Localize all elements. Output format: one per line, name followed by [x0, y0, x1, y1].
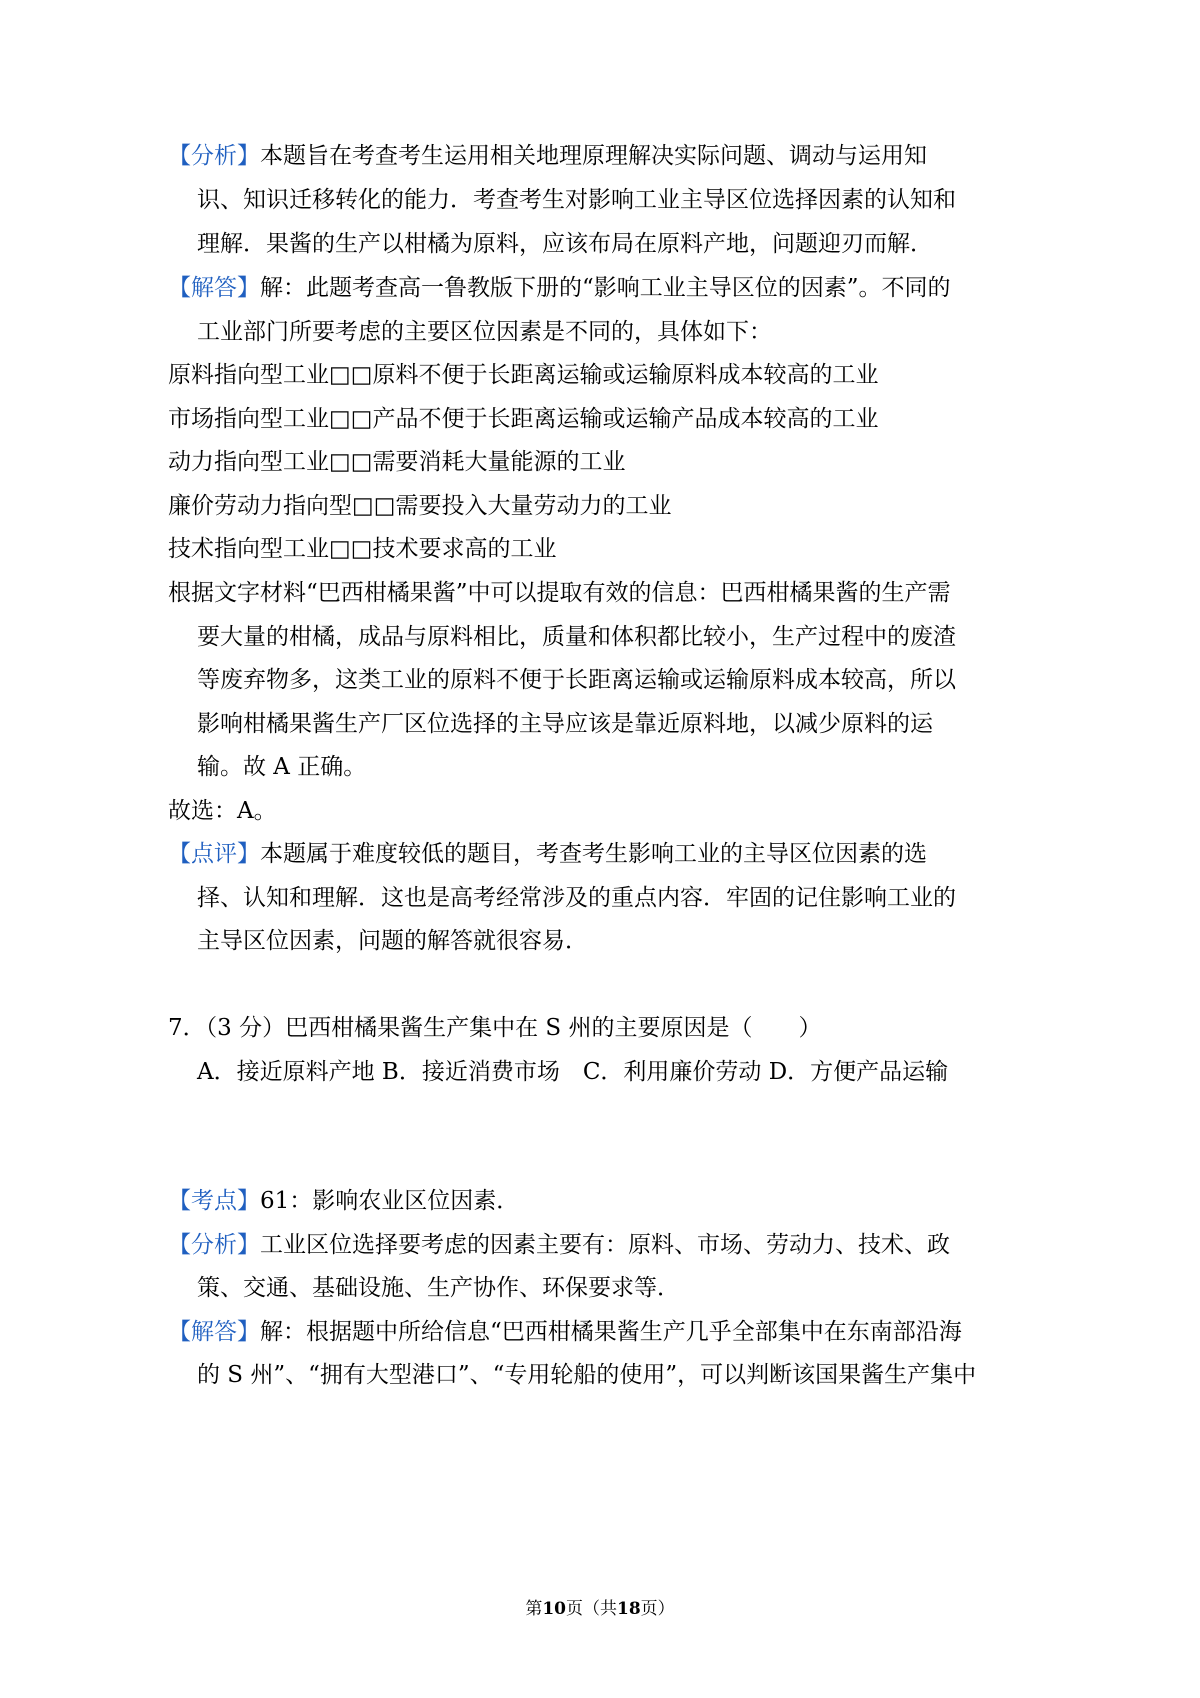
answer2-line-2: 的 S 州”、“拥有大型港口”、“专用轮船的使用”，可以判断该国果酱生产集中 — [197, 1362, 977, 1388]
footer-page-number: 10 — [542, 1599, 566, 1619]
analysis2-text: 工业区位选择要考虑的因素主要有：原料、市场、劳动力、技术、政 — [260, 1232, 950, 1258]
answer-tag: 【解答】 — [168, 275, 260, 301]
answer-line-12: 输。故 A 正确。 — [197, 754, 367, 780]
answer-line-3: 原料指向型工业□□原料不便于长距离运输或运输原料成本较高的工业 — [168, 362, 879, 388]
answer-line-10: 等废弃物多，这类工业的原料不便于长距离运输或运输原料成本较高，所以 — [197, 667, 956, 693]
analysis-tag: 【分析】 — [168, 143, 260, 169]
answer-line-7: 技术指向型工业□□技术要求高的工业 — [168, 536, 557, 562]
footer-total-pages: 18 — [617, 1599, 641, 1619]
comment-line-3: 主导区位因素，问题的解答就很容易． — [197, 928, 588, 954]
keypoint-tag: 【考点】 — [168, 1188, 260, 1214]
answer2-line-1 — [168, 1317, 962, 1347]
answer-line-1 — [168, 273, 951, 303]
analysis2-line-2: 策、交通、基础设施、生产协作、环保要求等． — [197, 1275, 680, 1301]
question-stem: 7．（3 分）巴西柑橘果酱生产集中在 S 州的主要原因是（ ） — [168, 1015, 822, 1041]
footer-prefix: 第 — [525, 1599, 543, 1619]
analysis2-line-1 — [168, 1230, 950, 1260]
footer-middle: 页（共 — [566, 1599, 617, 1619]
answer-text: 解：此题考查高一鲁教版下册的“影响工业主导区位的因素”。不同的 — [260, 275, 951, 301]
keypoint-text: 61：影响农业区位因素． — [260, 1188, 520, 1214]
comment-text: 本题属于难度较低的题目，考查考生影响工业的主导区位因素的选 — [260, 841, 927, 867]
answer-line-5: 动力指向型工业□□需要消耗大量能源的工业 — [168, 449, 626, 475]
analysis2-tag: 【分析】 — [168, 1232, 260, 1258]
comment-line-1 — [168, 839, 927, 869]
page-footer — [0, 1598, 1200, 1620]
analysis-line-1 — [168, 141, 927, 171]
keypoint-line-1 — [168, 1186, 519, 1216]
answer2-tag: 【解答】 — [168, 1319, 260, 1345]
answer-choice-line: 故选：A。 — [168, 798, 277, 824]
answer-line-4: 市场指向型工业□□产品不便于长距离运输或运输产品成本较高的工业 — [168, 406, 879, 432]
answer-line-8: 根据文字材料“巴西柑橘果酱”中可以提取有效的信息：巴西柑橘果酱的生产需 — [168, 580, 951, 606]
answer2-text: 解：根据题中所给信息“巴西柑橘果酱生产几乎全部集中在东南部沿海 — [260, 1319, 962, 1345]
analysis-text: 本题旨在考查考生运用相关地理原理解决实际问题、调动与运用知 — [260, 143, 927, 169]
answer-line-11: 影响柑橘果酱生产厂区位选择的主导应该是靠近原料地，以减少原料的运 — [197, 711, 933, 737]
footer-suffix: 页） — [640, 1599, 675, 1619]
question-options: A．接近原料产地 B．接近消费市场 C．利用廉价劳动 D．方便产品运输 — [197, 1059, 949, 1085]
comment-tag: 【点评】 — [168, 841, 260, 867]
comment-line-2: 择、认知和理解．这也是高考经常涉及的重点内容．牢固的记住影响工业的 — [197, 885, 956, 911]
answer-line-6: 廉价劳动力指向型□□需要投入大量劳动力的工业 — [168, 493, 672, 519]
analysis-line-2: 识、知识迁移转化的能力．考查考生对影响工业主导区位选择因素的认知和 — [197, 187, 956, 213]
answer-line-9: 要大量的柑橘，成品与原料相比，质量和体积都比较小，生产过程中的废渣 — [197, 624, 956, 650]
analysis-line-3: 理解．果酱的生产以柑橘为原料，应该布局在原料产地，问题迎刃而解． — [197, 231, 933, 257]
answer-line-2: 工业部门所要考虑的主要区位因素是不同的，具体如下： — [197, 319, 772, 345]
